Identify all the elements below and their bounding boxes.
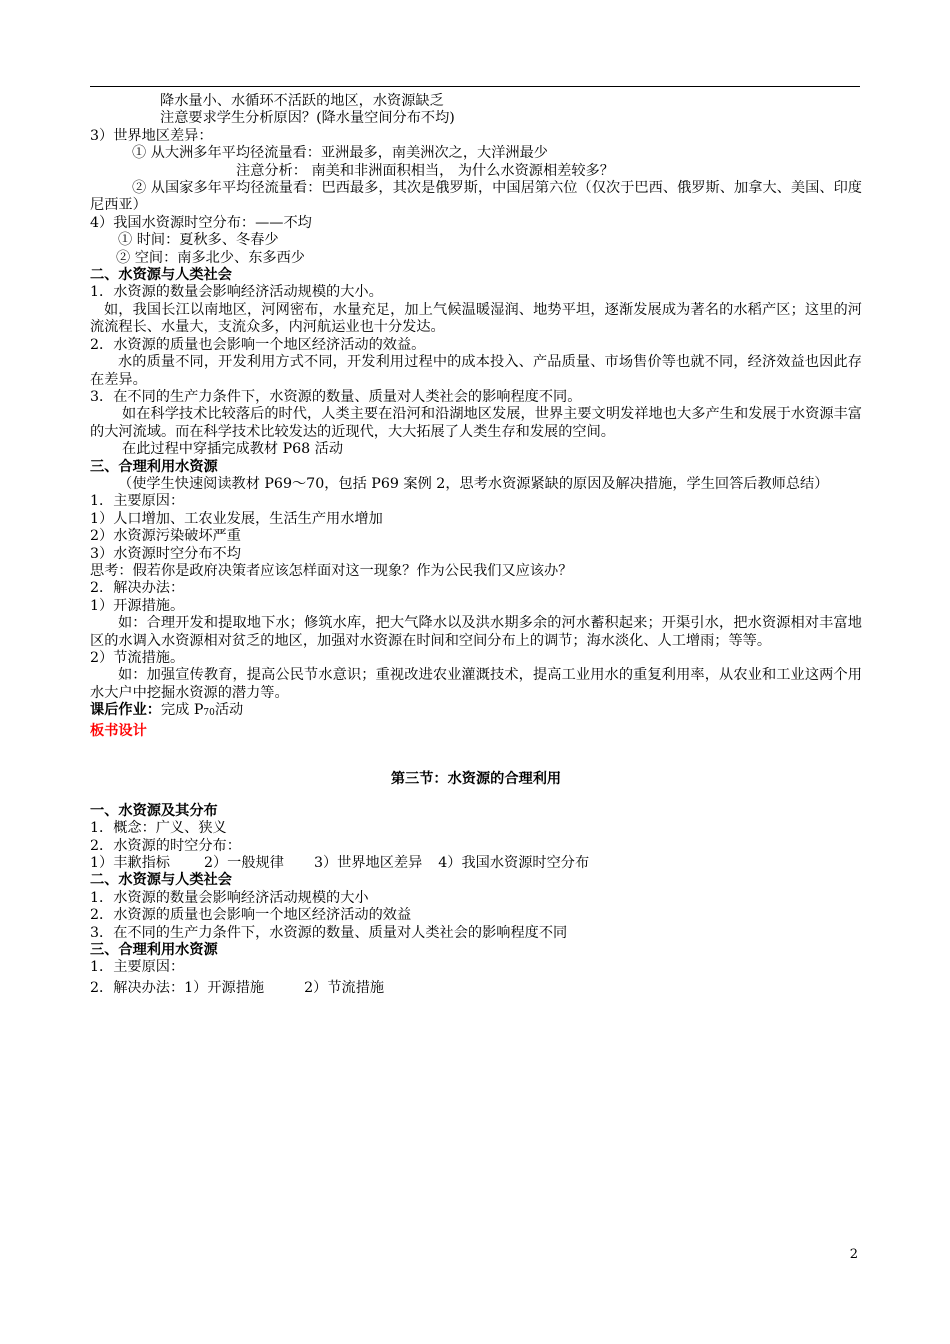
text-line: 2）节流措施。	[90, 650, 185, 666]
text-line: 3）水资源时空分布不均	[90, 545, 241, 562]
board-item: 1）丰歉指标	[90, 855, 170, 872]
text-line: 注意要求学生分析原因？(降水量空间分布不均)	[160, 110, 455, 127]
document-body	[90, 93, 862, 997]
text-line: 1．主要原因：	[90, 493, 185, 510]
board-item: 2）一般规律	[203, 855, 284, 872]
text-line: ① 从大洲多年平均径流量看：亚洲最多，南美洲次之，大洋洲最少	[132, 145, 548, 162]
header-rule	[90, 86, 860, 87]
text-line: 降水量小、水循环不活跃的地区，水资源缺乏	[160, 93, 444, 109]
text-paragraph: （使学生快速阅读教材 P69～70，包括 P69 案例 2，思考水资源紧缺的原因及解决措施，学生回答后教师总结）	[118, 475, 829, 492]
page-number: 2	[849, 1247, 858, 1262]
board-item: 3）世界地区差异	[313, 855, 423, 872]
homework-text-end: 活动	[214, 702, 244, 719]
board-item: 2）节流措施	[304, 979, 385, 996]
homework-label: 课后作业：	[90, 702, 161, 719]
text-line: 1）开源措施。	[90, 597, 185, 614]
board-line: 1．概念：广义、狭义	[90, 820, 227, 837]
text-paragraph: 如，我国长江以南地区，河网密布，水量充足，加上气候温暖湿润、地势平坦，逐渐发展成为著名的水稻产区；这里的河流流程长、水量大，支流众多，内河航运业也十分发达。	[90, 301, 862, 336]
text-line: 2．水资源的质量也会影响一个地区经济活动的效益。	[90, 336, 426, 353]
text-line: 3）世界地区差异：	[90, 127, 213, 144]
text-line: 思考：假若你是政府决策者应该怎样面对这一现象？作为公民我们又应该办？	[90, 562, 573, 579]
text-paragraph: 如在科学技术比较落后的时代，人类主要在沿河和沿湖地区发展，世界主要文明发祥地也大多产生和发展于水资源丰富的大河流域。而在科学技术比较发达的近现代，大大拓展了人类生存和发展的空间。	[90, 406, 862, 440]
text-line: 注意分析： 南美和非洲面积相当， 为什么水资源相差较多？	[236, 162, 614, 179]
text-line: 2）水资源污染破坏严重	[90, 528, 241, 545]
text-line: 3．在不同的生产力条件下，水资源的数量、质量对人类社会的影响程度不同。	[90, 388, 582, 405]
board-line: 1．主要原因：	[90, 959, 185, 976]
board-item: 2．解决办法：1）开源措施	[90, 979, 265, 996]
text-line: 1）人口增加、工农业发展，生活生产用水增加	[90, 510, 383, 527]
text-line: 2．解决办法：	[90, 580, 185, 597]
homework-subscript: 70	[203, 708, 215, 719]
board-line: 1．水资源的数量会影响经济活动规模的大小	[90, 889, 369, 906]
text-paragraph: 水的质量不同，开发利用方式不同，开发利用过程中的成本投入、产品质量、市场售价等也就不同，经济效益也因此存在差异。	[90, 354, 862, 388]
board-heading: 板书设计	[90, 722, 147, 739]
section-heading: 二、水资源与人类社会	[90, 267, 232, 284]
board-line: 2．水资源的质量也会影响一个地区经济活动的效益	[90, 907, 412, 924]
text-paragraph: 如：加强宣传教育，提高公民节水意识；重视改进农业灌溉技术，提高工业用水的重复利用率，从农业和工业这两个用水大户中挖掘水资源的潜力等。	[90, 667, 862, 701]
board-section-heading: 一、水资源及其分布	[90, 802, 218, 819]
board-item: 4）我国水资源时空分布	[438, 855, 590, 872]
text-line: ② 空间：南多北少、东多西少	[116, 249, 305, 266]
board-line: 3．在不同的生产力条件下，水资源的数量、质量对人类社会的影响程度不同	[90, 924, 568, 941]
board-title: 第三节：水资源的合理利用	[390, 771, 562, 788]
board-section-heading: 三、合理利用水资源	[90, 942, 218, 959]
section-heading: 三、合理利用水资源	[90, 458, 218, 475]
text-line: 4）我国水资源时空分布：——不均	[90, 214, 312, 231]
text-paragraph: ② 从国家多年平均径流量看：巴西最多，其次是俄罗斯，中国居第六位（仅次于巴西、俄罗斯、加拿大、美国、印度尼西亚）	[90, 180, 862, 214]
text-line: 在此过程中穿插完成教材 P68 活动	[122, 441, 344, 458]
text-paragraph: 如：合理开发和提取地下水；修筑水库，把大气降水以及洪水期多余的河水蓄积起来；开渠引水，把水资源相对丰富地区的水调入水资源相对贫乏的地区，加强对水资源在时间和空间分布上的调节；海水淡化、人工增雨；等等。	[90, 615, 862, 649]
homework-text: 完成 P	[160, 702, 204, 719]
text-line: ① 时间：夏秋多、冬春少	[118, 232, 279, 249]
board-section-heading: 二、水资源与人类社会	[90, 872, 232, 889]
board-line	[90, 980, 862, 997]
board-line: 2．水资源的时空分布：	[90, 837, 241, 854]
homework-line	[90, 702, 862, 722]
board-line	[90, 855, 862, 872]
text-line: 1．水资源的数量会影响经济活动规模的大小。	[90, 284, 383, 301]
